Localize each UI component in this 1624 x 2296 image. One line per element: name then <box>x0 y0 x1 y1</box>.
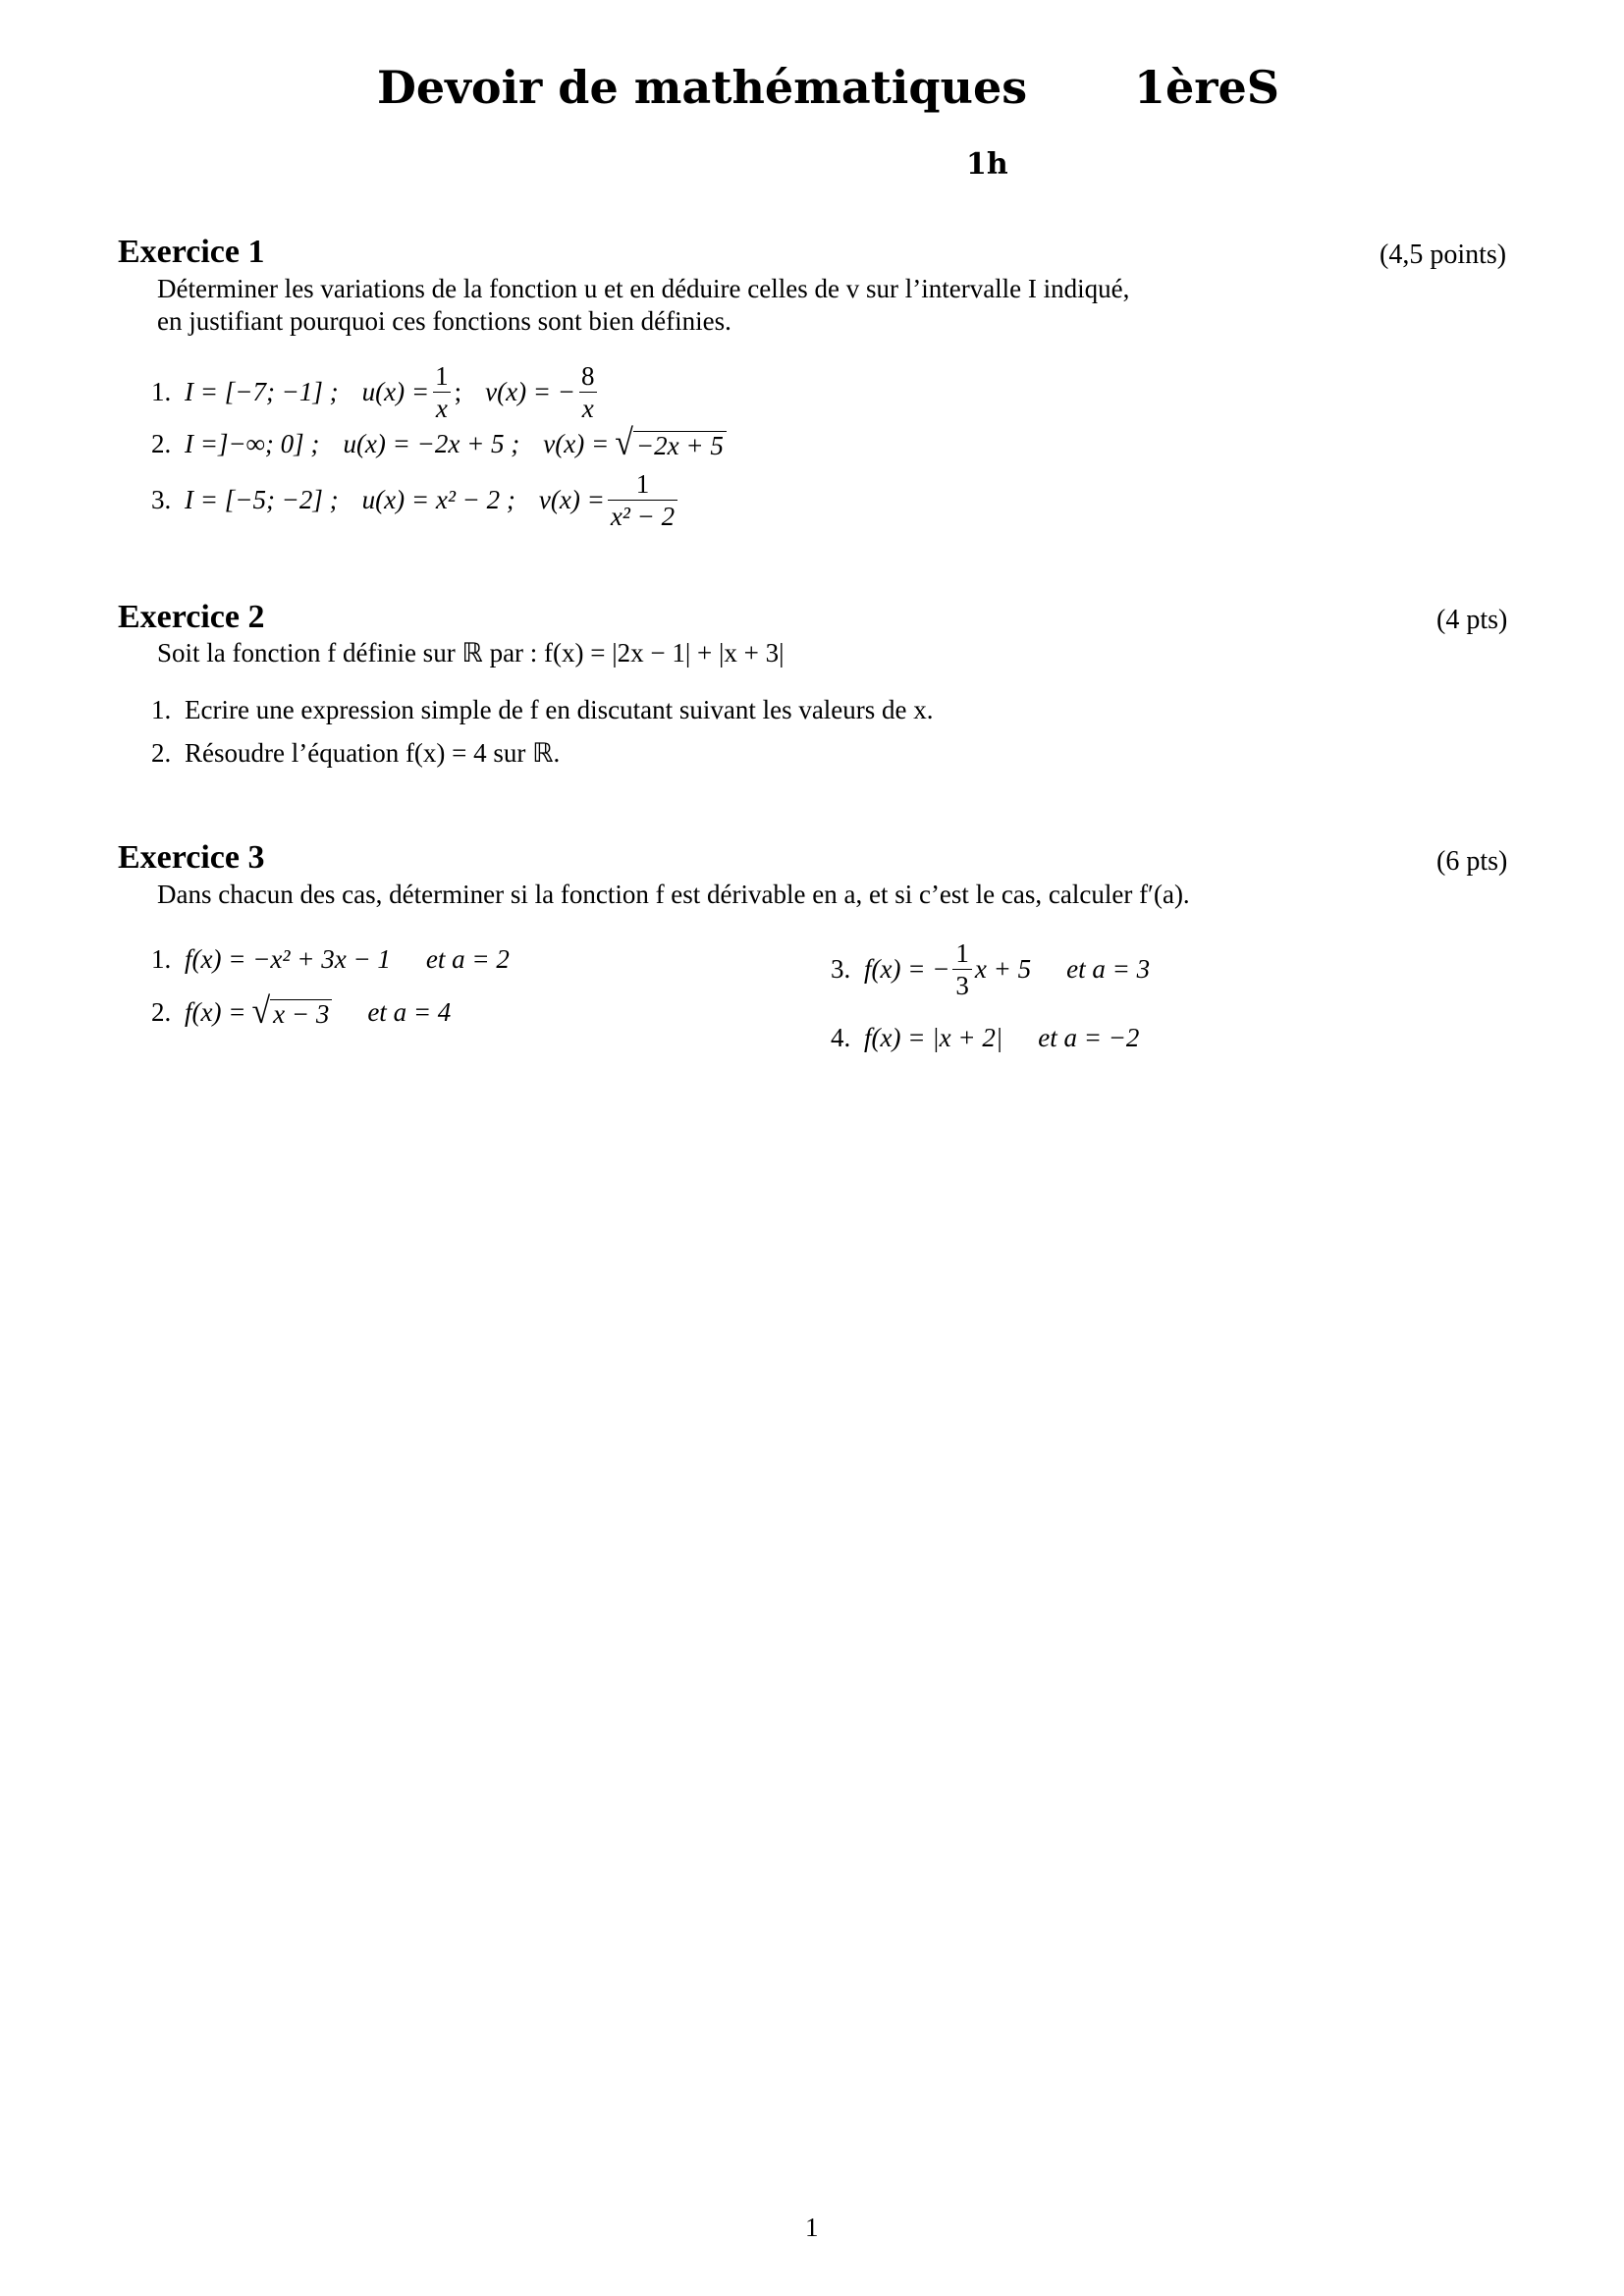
exercise-1-item-3: 3. I = [−5; −2] ; u(x) = x² − 2 ; v(x) = $\frac{1}{\text{x² − 2}}$ <box>151 465 680 534</box>
v-fraction: $\frac{8}{x}$ <box>578 361 598 423</box>
v-fraction: $\frac{1}{\text{x² − 2}}$ <box>608 469 677 531</box>
exercise-1-heading: Exercice 1 <box>118 234 265 270</box>
exercise-3-item-1: 1. f(x) = −x² + 3x − 1 et a = 2 <box>151 944 510 974</box>
u-fraction: $\frac{1}{x}$ <box>432 361 452 423</box>
page-number: 1 <box>805 2213 819 2242</box>
exercise-3-intro: Dans chacun des cas, déterminer si la fonction f est dérivable en a, et si c’est le cas, calculer f′(a). <box>157 880 1190 909</box>
exercise-2-heading: Exercice 2 <box>118 599 265 635</box>
sqrt-expression: √ −2x + 5 <box>615 429 727 459</box>
duration: 1h <box>966 147 1008 182</box>
exercise-1-intro-line-2: en justifiant pourquoi ces fonctions sont bien définies. <box>157 306 731 336</box>
exercise-3-heading: Exercice 3 <box>118 839 265 876</box>
exercise-1-intro-line-1: Déterminer les variations de la fonction u et en déduire celles de v sur l’intervalle I indiqué, <box>157 274 1130 303</box>
exercise-1-item-1: 1. I = [−7; −1] ; u(x) = $\frac{1}{x}$ ; v(x) = − $\frac{8}{x}$ <box>151 357 601 426</box>
exercise-3-item-2: 2. f(x) = √ x − 3 et a = 4 <box>151 991 452 1032</box>
exercise-2-item-2: 2. Résoudre l’équation f(x) = 4 sur ℝ. <box>151 738 561 768</box>
exercise-1-item-2: 2. I =]−∞; 0] ; u(x) = −2x + 5 ; v(x) = √ −2x + 5 <box>151 426 727 461</box>
exercise-2-points: (4 pts) <box>1436 605 1508 635</box>
exercise-1-points: (4,5 points) <box>1380 240 1507 270</box>
exercise-3-item-3: 3. f(x) = − $\frac{1}{3}$ x + 5 et a = 3 <box>831 937 1151 1000</box>
exercise-3-points: (6 pts) <box>1436 846 1508 877</box>
one-third-fraction: $\frac{1}{3}$ <box>952 938 972 1000</box>
class-level: 1èreS <box>1134 61 1279 114</box>
exercise-3-item-4: 4. f(x) = |x + 2| et a = −2 <box>831 1023 1140 1052</box>
exercise-2-item-1: 1. Ecrire une expression simple de f en discutant suivant les valeurs de x. <box>151 695 934 724</box>
exercise-2-intro: Soit la fonction f définie sur ℝ par : f(x) = |2x − 1| + |x + 3| <box>157 638 785 667</box>
document-title: Devoir de mathématiques <box>377 61 1028 114</box>
sqrt-expression: √ x − 3 <box>251 997 332 1028</box>
